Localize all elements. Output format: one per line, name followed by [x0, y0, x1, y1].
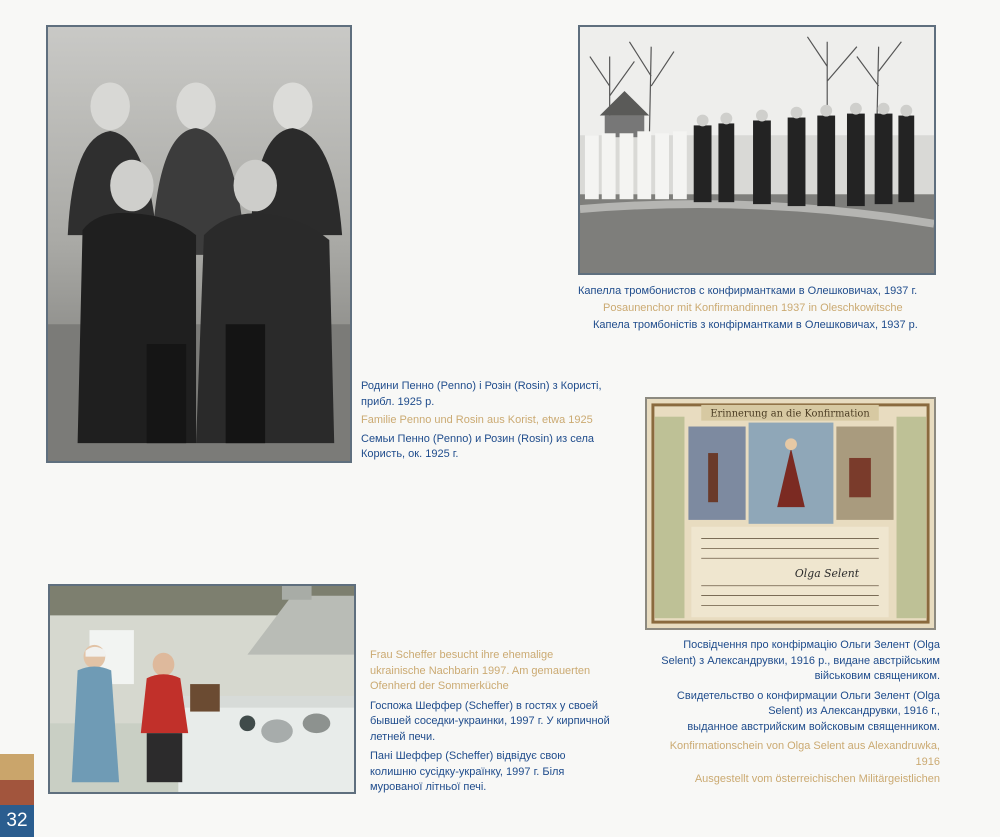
confirmation-certificate-image [645, 397, 936, 630]
kitchen-caption-ru-2: бывшей соседки-украинки, 1997 г. У кирпичной [370, 715, 610, 727]
family-photo [46, 25, 352, 463]
cert-caption-ru-3: выданное австрийским войсковым священником. [687, 720, 940, 733]
certificate-banner-text: Erinnerung an die Konfirmation [710, 408, 870, 420]
kitchen-caption [370, 648, 610, 796]
family-caption [361, 379, 602, 463]
certificate-signature-text: Olga Selent [794, 566, 860, 580]
band-caption-uk: Капела тромбоністів з конфірмантками в Олешковичах, 1937 р. [593, 319, 918, 331]
kitchen-caption-uk-2: колишню сусідку-українку, 1997 г. Біля [370, 765, 565, 778]
cert-caption-ru-2: Selent) из Александрувки, 1916 г., [768, 705, 940, 717]
brass-band-photo [578, 25, 936, 275]
family-caption-ru-2: Користь, ок. 1925 г. [361, 448, 459, 460]
cert-caption-uk-1: Посвідчення про конфірмацію Ольги Зелент (Olga [683, 639, 940, 651]
kitchen-caption-de-3: Ofenherd der Sommerküche [370, 680, 509, 692]
cert-caption-de-1: Konfirmationschein von Olga Selent aus Alexandruwka, [669, 740, 940, 752]
page-number: 32 [0, 805, 34, 837]
cert-caption-ru-1: Свидетельство о конфирмации Ольги Зелент (Olga [676, 689, 940, 702]
family-caption-uk-1: Родини Пенно (Penno) і Розін (Rosin) з Користі, [361, 380, 602, 392]
family-caption-ru-1: Семьи Пенно (Penno) и Розин (Rosin) из села [361, 432, 594, 445]
kitchen-caption-ru-3: летней печи. [370, 730, 436, 743]
kitchen-caption-uk-3: мурованої літньої печі. [370, 781, 487, 793]
kitchen-caption-de-2: ukrainische Nachbarin 1997. Am gemauerten [370, 664, 591, 677]
band-caption-de: Posaunenchor mit Konfirmandinnen 1937 in Oleschkowitsche [603, 302, 903, 314]
kitchen-caption-de-1: Frau Scheffer besucht ihre ehemalige [370, 649, 554, 661]
cert-caption-uk-2: Selent) з Александрувки, 1916 р., видане австрійським [661, 654, 940, 667]
cert-caption-de-3: Ausgestellt vom österreichischen Militärgeistlichen [694, 773, 940, 785]
kitchen-caption-uk-1: Пані Шеффер (Scheffer) відвідує свою [370, 750, 566, 762]
family-caption-uk-2: прибл. 1925 р. [361, 395, 435, 408]
certificate-caption [640, 638, 940, 788]
gold-color-strip [0, 754, 34, 780]
cert-caption-de-2: 1916 [915, 755, 940, 768]
summer-kitchen-photo [48, 584, 356, 794]
family-caption-de: Familie Penno und Rosin aus Korist, etwa 1925 [361, 414, 593, 426]
cert-caption-uk-3: військовим священиком. [814, 670, 940, 682]
band-caption-ru: Капелла тромбонистов с конфирмантками в Олешковичах, 1937 г. [578, 285, 918, 297]
kitchen-caption-ru-1: Госпожа Шеффер (Scheffer) в гостях у своей [370, 699, 599, 712]
rust-color-strip [0, 780, 34, 805]
